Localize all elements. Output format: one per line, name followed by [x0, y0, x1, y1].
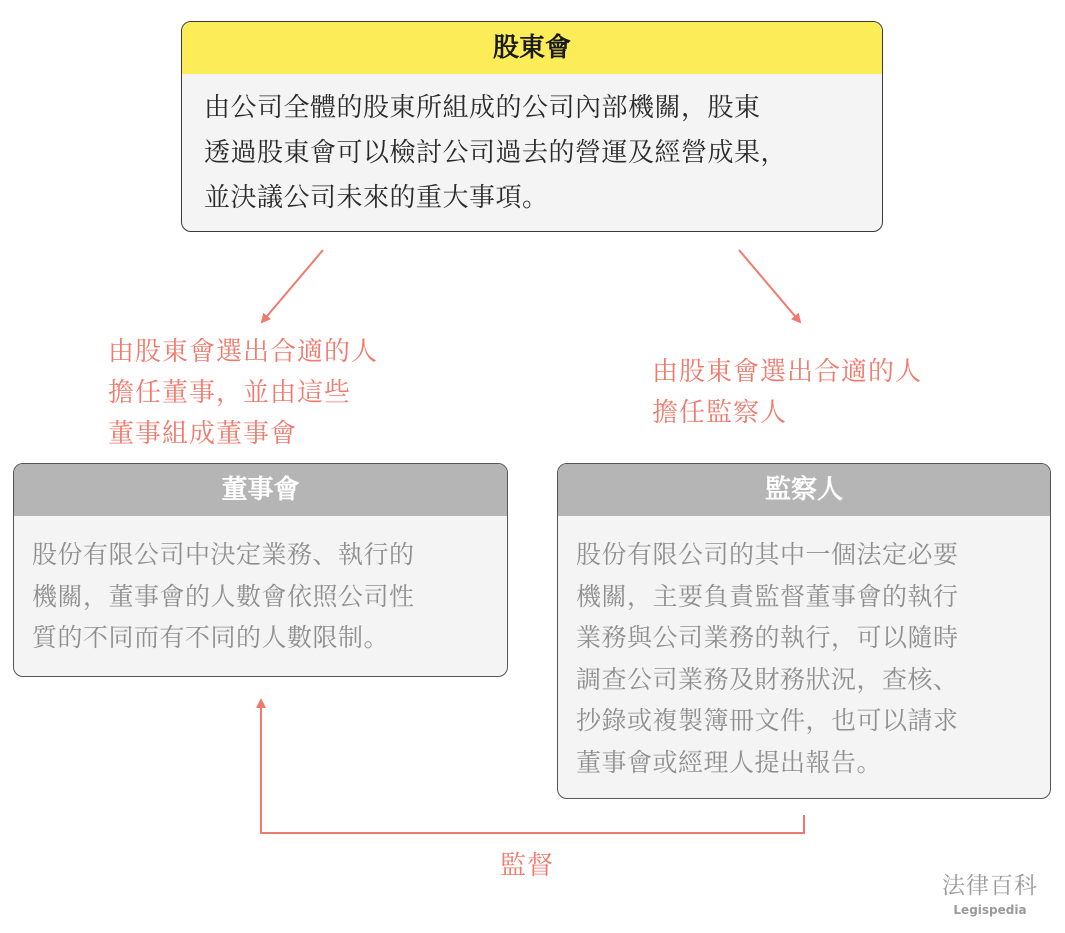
supervisor-description: 股份有限公司的其中一個法定必要 機關，主要負責監督董事會的執行 業務與公司業務的執行，可以隨時 調查公司業務及財務狀況，查核、 抄錄或複製簿冊文件，也可以請求 董事會或經理人提出報告。 — [576, 540, 959, 777]
supervisor-election-label: 由股東會選出合適的人 擔任監察人 — [652, 357, 923, 428]
brand-subtitle: Legispedia — [953, 903, 1027, 917]
supervise-label: 監督 — [500, 851, 555, 881]
board-of-directors-title: 董事會 — [14, 464, 507, 516]
brand-name: 法律百科 — [942, 873, 1038, 899]
supervisor-box — [557, 463, 1051, 799]
supervisor-title: 監察人 — [558, 464, 1050, 516]
shareholders-meeting-description: 由公司全體的股東所組成的公司內部機關，股東 透過股東會可以檢討公司過去的營運及經營成果， 並決議公司未來的重大事項。 — [204, 93, 788, 213]
arrow-to-board — [262, 250, 323, 322]
arrow-to-supervisor — [739, 250, 800, 322]
board-of-directors-box — [13, 463, 508, 677]
shareholders-meeting-box — [181, 21, 883, 232]
board-election-label: 由股東會選出合適的人 擔任董事，並由這些 董事組成董事會 — [108, 337, 379, 449]
shareholders-meeting-title: 股東會 — [182, 22, 882, 74]
brand-logo — [930, 870, 1050, 918]
board-of-directors-description: 股份有限公司中決定業務、執行的 機關，董事會的人數會依照公司性 質的不同而有不同的人數限制。 — [32, 540, 415, 652]
